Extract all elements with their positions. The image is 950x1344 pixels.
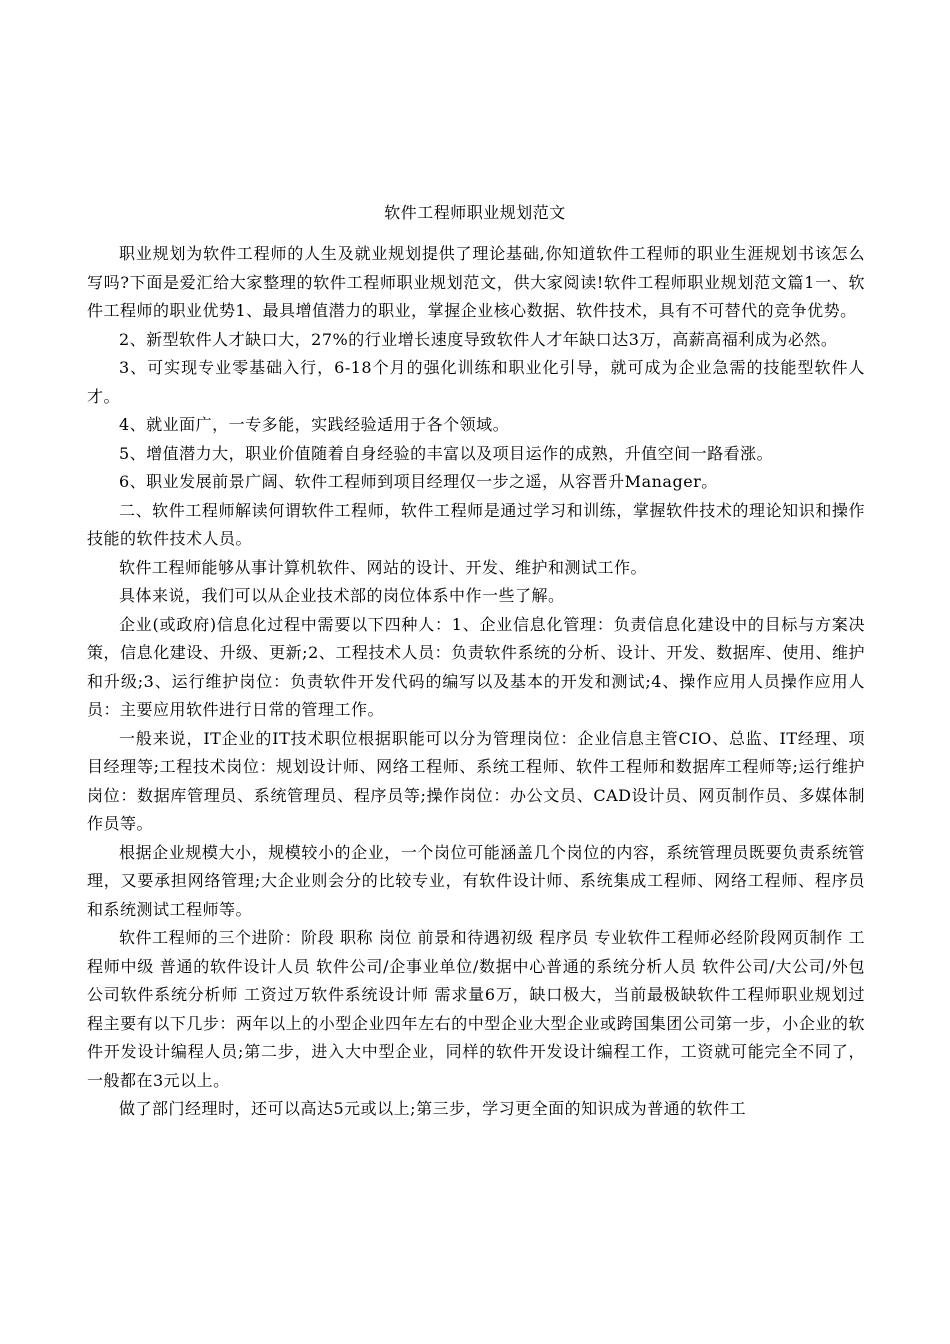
paragraph: 二、软件工程师解读何谓软件工程师，软件工程师是通过学习和训练，掌握软件技术的理论知识和操作技能的软件技术人员。 — [87, 500, 865, 548]
paragraph: 软件工程师的三个进阶：阶段 职称 岗位 前景和待遇初级 程序员 专业软件工程师必经阶段网页制作 工程师中级 普通的软件设计人员 软件公司/企事业单位/数据中心普通的系统分析人员 软件公司/大公司/外包公司软件系统分析师 工资过万软件系统设计师 需求量6万，缺口极大，当前最极缺软件工程师职业规划过程主要有以下几步：两年以上的小型企业四年左右的中型企业大型企业或跨国集团公司第一步，小企业的软件开发设计编程人员;第二步，进入大中型企业，同样的软件开发设计编程工作，工资就可能完全不同了，一般都在3元以上。 — [87, 928, 865, 1090]
paragraph: 软件工程师能够从事计算机软件、网站的设计、开发、维护和测试工作。 — [119, 557, 648, 577]
paragraph: 2、新型软件人才缺口大，27%的行业增长速度导致软件人才年缺口达3万，高薪高福利成为必然。 — [119, 329, 838, 349]
document-title: 软件工程师职业规划范文 — [384, 203, 566, 222]
paragraph: 做了部门经理时，还可以高达5元或以上;第三步，学习更全面的知识成为普通的软件工 — [119, 1099, 747, 1118]
paragraph: 3、可实现专业零基础入行，6-18个月的强化训练和职业化引导，就可成为企业急需的技能型软件人才。 — [87, 358, 865, 406]
paragraph: 6、职业发展前景广阔、软件工程师到项目经理仅一步之遥，从容晋升Manager。 — [119, 472, 718, 491]
paragraph: 职业规划为软件工程师的人生及就业规划提供了理论基础,你知道软件工程师的职业生涯规划书该怎么写吗?下面是爱汇给大家整理的软件工程师职业规划范文，供大家阅读!软件工程师职业规划范文篇1一、软件工程师的职业优势1、最具增值潜力的职业，掌握企业核心数据、软件技术，具有不可替代的竞争优势。 — [87, 244, 865, 320]
paragraph: 5、增值潜力大，职业价值随着自身经验的丰富以及项目运作的成熟，升值空间一路看涨。 — [119, 443, 774, 463]
paragraph: 具体来说，我们可以从企业技术部的岗位体系中作一些了解。 — [119, 586, 565, 605]
paragraph: 根据企业规模大小，规模较小的企业，一个岗位可能涵盖几个岗位的内容，系统管理员既要负责系统管理，又要承担网络管理;大企业则会分的比较专业，有软件设计师、系统集成工程师、网络工程师、程序员和系统测试工程师等。 — [87, 842, 865, 919]
paragraph: 企业(或政府)信息化过程中需要以下四种人：1、企业信息化管理：负责信息化建设中的目标与方案决策，信息化建设、升级、更新;2、工程技术人员：负责软件系统的分析、设计、开发、数据库、使用、维护和升级;3、运行维护岗位：负责软件开发代码的编写以及基本的开发和测试;4、操作应用人员操作应用人员：主要应用软件进行日常的管理工作。 — [87, 614, 865, 719]
paragraph: 一般来说，IT企业的IT技术职位根据职能可以分为管理岗位：企业信息主管CIO、总监、IT经理、项目经理等;工程技术岗位：规划设计师、网络工程师、系统工程师、软件工程师和数据库工程师等;运行维护岗位：数据库管理员、系统管理员、程序员等;操作岗位：办公文员、CAD设计员、网页制作员、多媒体制作员等。 — [87, 728, 865, 833]
document-body — [87, 240, 865, 1124]
paragraph: 4、就业面广，一专多能，实践经验适用于各个领域。 — [119, 415, 510, 434]
